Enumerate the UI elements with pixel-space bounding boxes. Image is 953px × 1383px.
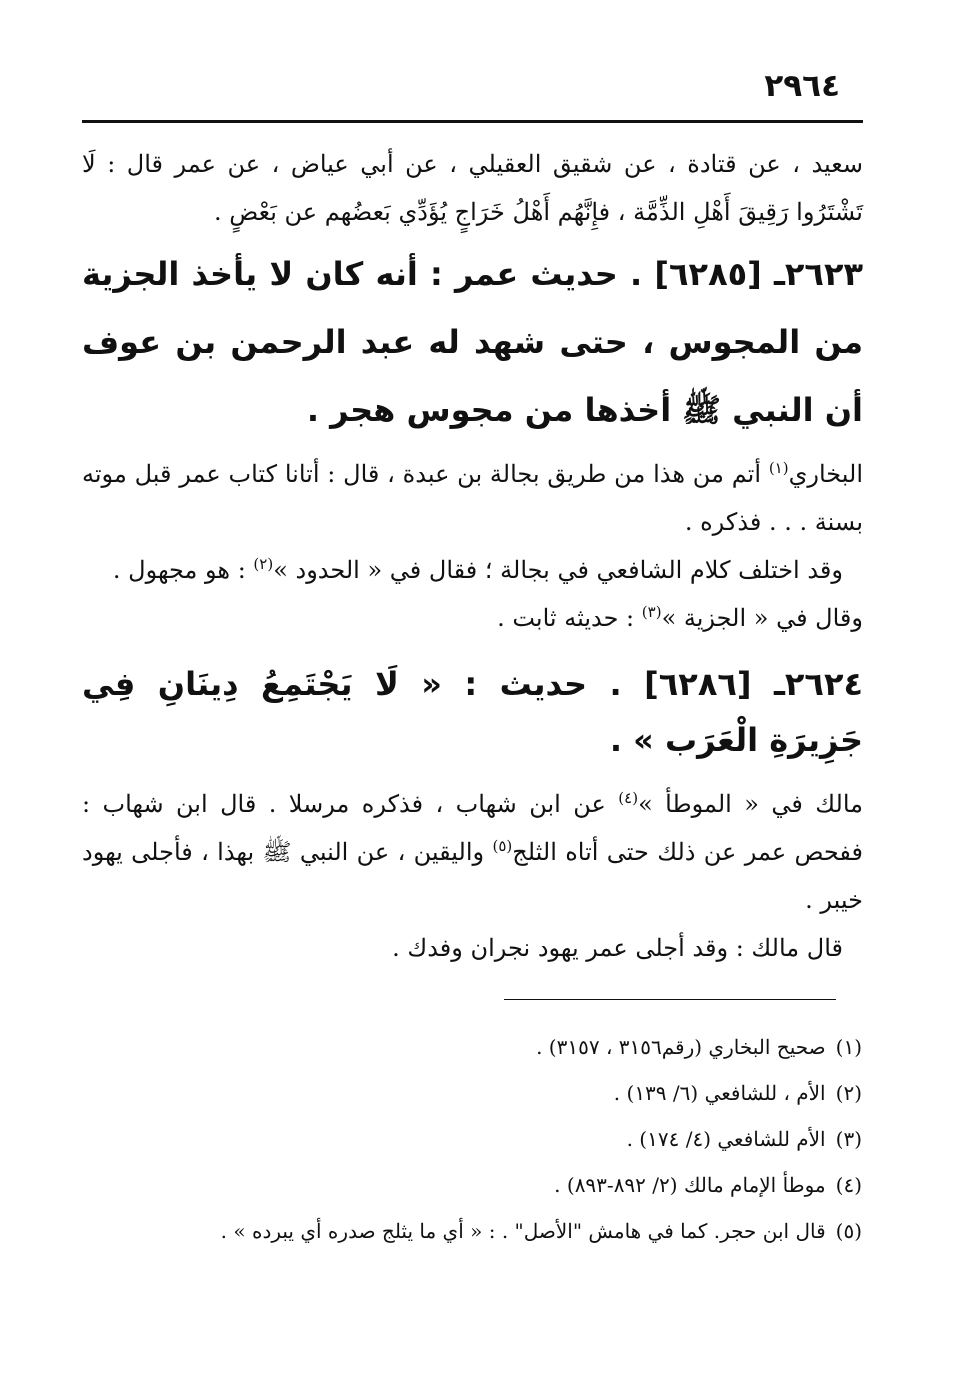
malik-paragraph: [82, 780, 863, 924]
footnote-marker-4: (٤): [618, 789, 639, 807]
footnote-3-number: (٣): [835, 1127, 862, 1151]
page-number: ٢٩٦٤: [764, 68, 840, 104]
footnote-1: [140, 1024, 862, 1070]
header-rule: [82, 120, 863, 123]
footnote-5: [140, 1208, 862, 1254]
malik-said-paragraph: قال مالك : وقد أجلى عمر يهود نجران وفدك .: [392, 934, 843, 962]
bukhari-text-start: البخاري: [788, 460, 863, 488]
footnote-2: [140, 1070, 862, 1116]
hadith-2624-heading: ٢٦٢٤ـ [٦٢٨٦] . حديث : « لَا يَجْتَمِعُ دِينَانِ فِي جَزِيرَةِ الْعَرَب » .: [82, 665, 864, 759]
footnote-3: [140, 1116, 862, 1162]
footnote-rule: [504, 999, 836, 1000]
footnote-3-text: الأم للشافعي (٤/ ١٧٤) .: [626, 1127, 826, 1151]
footnote-marker-5: (٥): [492, 837, 513, 855]
footnote-5-text: قال ابن حجر. كما في هامش "الأصل" . : « أي ما يثلج صدره أي يبرده » .: [220, 1219, 826, 1243]
shafii-text-2-end: : حديثه ثابت .: [497, 604, 642, 632]
shafii-text-2-start: وقال في « الجزية »: [661, 604, 863, 632]
footnote-1-text: صحيح البخاري (رقم٣١٥٦ ، ٣١٥٧) .: [536, 1035, 826, 1059]
footnote-5-number: (٥): [835, 1219, 862, 1243]
footnote-2-text: الأم ، للشافعي (٦/ ١٣٩) .: [613, 1081, 826, 1105]
intro-paragraph: سعيد ، عن قتادة ، عن شقيق العقيلي ، عن أبي عياض ، عن عمر قال : لَا تَشْتَرُوا رَقِيقَ أَهْلِ الذِّمَّة ، فإِنَّهُم أَهْلُ خَرَاجٍ يُؤَدِّي بَعضُهم عن بَعْضٍ .: [82, 150, 863, 226]
shafii-paragraph-1: [82, 546, 863, 594]
footnote-4-text: موطأ الإمام مالك (٢/ ٨٩٢-٨٩٣) .: [554, 1173, 826, 1197]
bukhari-paragraph: [82, 450, 863, 546]
malik-text-3: واليقين ، عن النبي ﷺ بهذا ، فأجلى يهود خيبر .: [82, 838, 863, 914]
footnote-marker-1: (١): [768, 459, 789, 477]
shafii-text-1-end: : هو مجهول .: [112, 556, 254, 584]
footnote-1-number: (١): [835, 1035, 862, 1059]
shafii-paragraph-2: [82, 594, 863, 642]
main-text: [82, 140, 863, 972]
malik-text-2: عن ابن شهاب ، فذكره مرسلا . قال ابن شهاب : ففحص عمر عن ذلك حتى أتاه الثلج: [82, 790, 863, 866]
footnotes: [140, 1024, 862, 1254]
shafii-text-1-start: وقد اختلف كلام الشافعي في بجالة ؛ فقال في « الحدود »: [273, 556, 843, 584]
footnote-marker-3: (٣): [641, 603, 662, 621]
hadith-2623-heading: ٢٦٢٣ـ [٦٢٨٥] . حديث عمر : أنه كان لا يأخذ الجزية من المجوس ، حتى شهد له عبد الرحمن بن عوف أن النبي ﷺ أخذها من مجوس هجر .: [82, 255, 864, 429]
footnote-4-number: (٤): [835, 1173, 862, 1197]
malik-text-1: مالك في « الموطأ »: [638, 790, 864, 818]
footnote-marker-2: (٢): [253, 555, 274, 573]
bukhari-text-end: أتم من هذا من طريق بجالة بن عبدة ، قال : أتانا كتاب عمر قبل موته بسنة . . . فذكره .: [82, 460, 863, 536]
footnote-4: [140, 1162, 862, 1208]
footnote-2-number: (٢): [835, 1081, 862, 1105]
